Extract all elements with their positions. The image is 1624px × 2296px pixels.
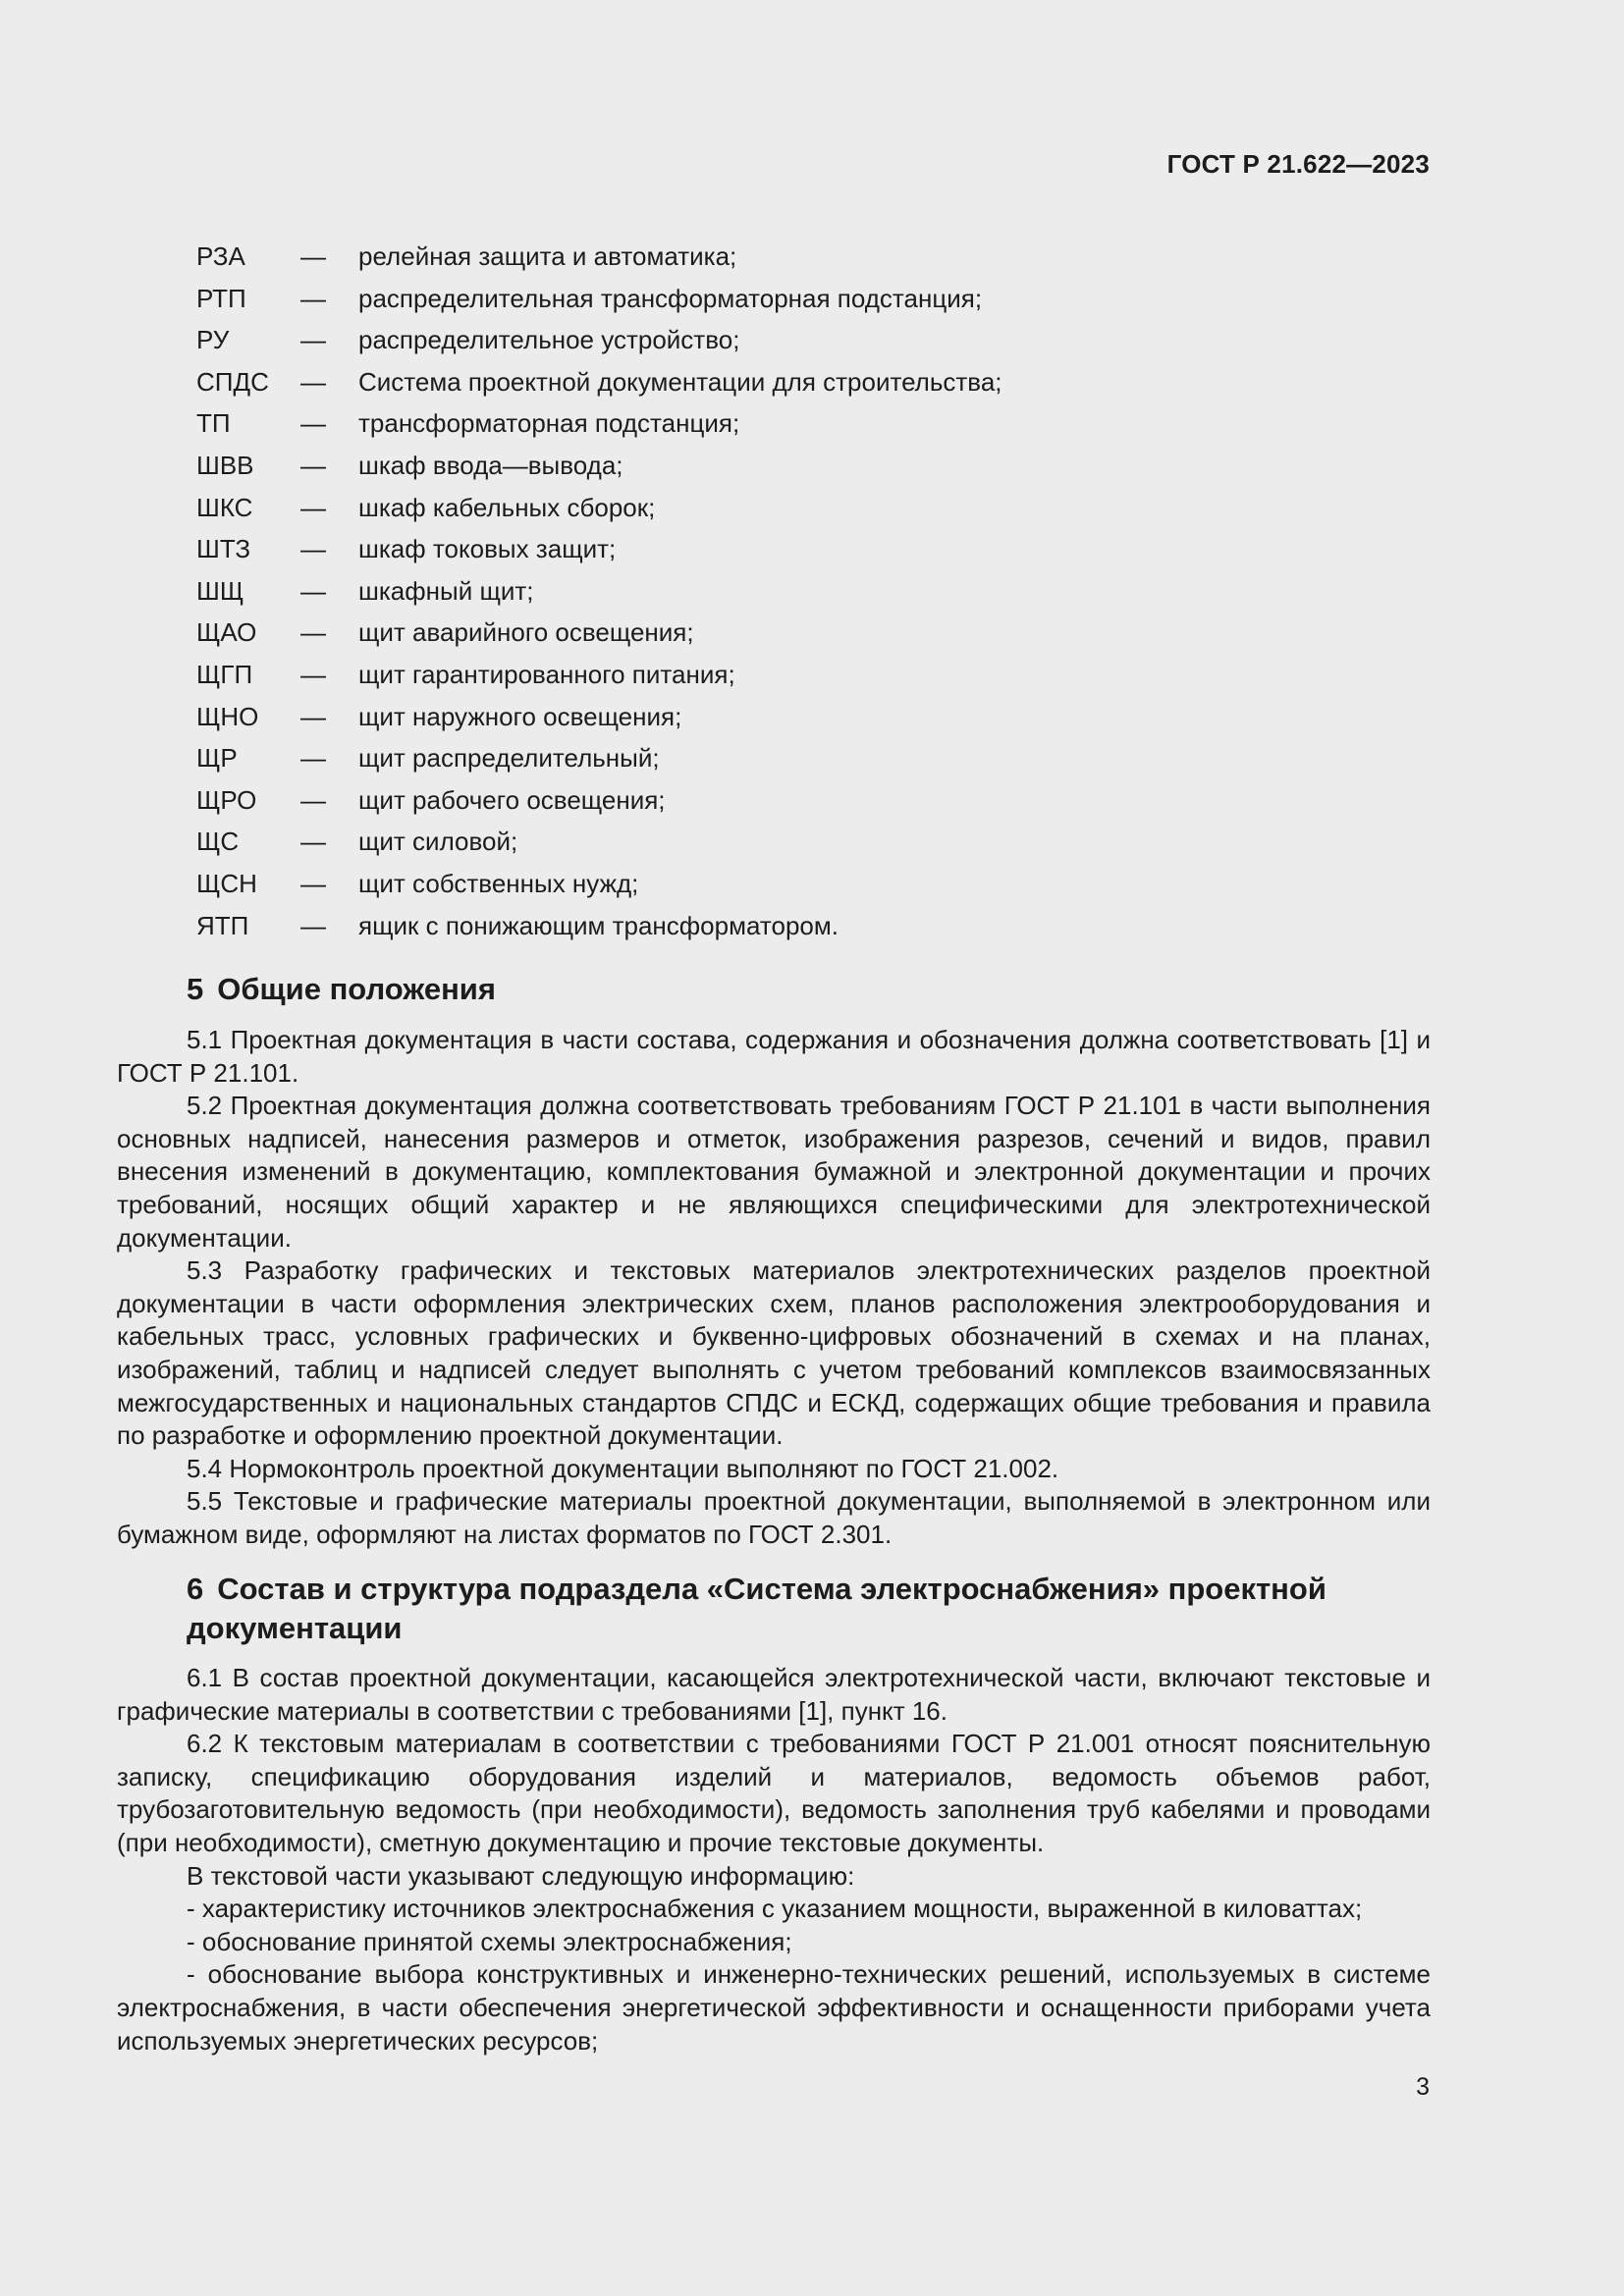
abbreviation-dash: — — [300, 617, 326, 648]
abbreviation-dash: — — [300, 910, 326, 940]
abbreviation-code: ШКС — [196, 492, 253, 522]
abbreviation-definition: щит распределительный; — [358, 743, 660, 774]
abbreviation-definition: распределительное устройство; — [358, 325, 740, 355]
abbreviation-code: РТП — [196, 283, 246, 313]
abbreviation-definition: шкаф ввода—вывода; — [358, 450, 623, 480]
abbreviation-row — [196, 236, 1434, 278]
abbreviation-row — [196, 612, 1434, 654]
document-code-header: ГОСТ Р 21.622—2023 — [1166, 149, 1430, 179]
section-6-heading — [187, 1570, 1424, 1648]
abbreviation-dash: — — [300, 575, 326, 606]
abbreviation-code: ЩГП — [196, 659, 253, 689]
list-item-solutions-rationale: - обоснование выбора конструктивных и инженерно-технических решений, используемых в системе электроснабжения, в части обеспечения энергетической эффективности и оснащенности приборами учета используемых энергетических ресурсов; — [117, 1959, 1431, 2056]
section-5-title: Общие положения — [217, 972, 496, 1006]
abbreviation-code: ЩС — [196, 827, 240, 857]
abbreviation-dash: — — [300, 868, 326, 898]
list-item-power-sources: - характеристику источников электроснабжения с указанием мощности, выраженной в киловаттах; — [187, 1894, 1363, 1924]
abbreviation-row — [196, 863, 1434, 905]
abbreviation-definition: щит силовой; — [358, 827, 518, 857]
abbreviation-row — [196, 905, 1434, 947]
abbreviation-code: ТП — [196, 408, 231, 439]
abbreviation-definition: шкафный щит; — [358, 575, 534, 606]
page-number: 3 — [1416, 2073, 1430, 2101]
abbreviation-definition: релейная защита и автоматика; — [358, 241, 737, 271]
abbreviation-row — [196, 445, 1434, 487]
abbreviation-dash: — — [300, 701, 326, 731]
paragraph-5-5: 5.5 Текстовые и графические материалы проектной документации, выполняемой в электронном или бумажном виде, оформляют на листах форматов по ГОСТ 2.301. — [117, 1486, 1431, 1549]
abbreviation-row — [196, 737, 1434, 779]
abbreviation-dash: — — [300, 366, 326, 397]
abbreviation-code: ЩР — [196, 743, 238, 774]
abbreviation-definition: ящик с понижающим трансформатором. — [358, 910, 839, 940]
abbreviation-definition: распределительная трансформаторная подстанция; — [358, 283, 983, 313]
paragraph-5-3: 5.3 Разработку графических и текстовых материалов электротехнических разделов проектной документации в части оформления электрических схем, планов расположения электрооборудования и кабельных трасс, условных графических и буквенно-цифровых обозначений в схемах и на планах, изображений, таблиц и надписей следует выполнять с учетом требований комплексов взаимосвязанных межгосударственных и национальных стандартов СПДС и ЕСКД, содержащих общие требования и правила по разработке и оформлению проектной документации. — [117, 1255, 1431, 1451]
abbreviation-row — [196, 361, 1434, 403]
abbreviation-definition: шкаф токовых защит; — [358, 534, 617, 564]
abbreviation-code: ЩРО — [196, 784, 257, 815]
abbreviation-row — [196, 487, 1434, 529]
abbreviation-code: ЩАО — [196, 617, 257, 648]
paragraph-6-1: 6.1 В состав проектной документации, касающейся электротехнической части, включают текстовые и графические материалы в соответствии с требованиями [1], пункт 16. — [117, 1663, 1431, 1726]
abbreviation-dash: — — [300, 241, 326, 271]
abbreviation-code: ЯТП — [196, 910, 249, 940]
paragraph-6-intro: В текстовой части указывают следующую информацию: — [187, 1860, 855, 1891]
abbreviation-definition: щит гарантированного питания; — [358, 659, 735, 689]
abbreviation-code: ШВВ — [196, 450, 254, 480]
abbreviation-code: РЗА — [196, 241, 245, 271]
section-5-heading — [187, 970, 1424, 1009]
abbreviation-row — [196, 528, 1434, 570]
abbreviation-definition: Система проектной документации для строительства; — [358, 366, 1002, 397]
abbreviation-code: ЩНО — [196, 701, 259, 731]
abbreviation-row — [196, 319, 1434, 361]
abbreviation-dash: — — [300, 784, 326, 815]
abbreviation-dash: — — [300, 325, 326, 355]
paragraph-5-4: 5.4 Нормоконтроль проектной документации выполняют по ГОСТ 21.002. — [187, 1453, 1059, 1483]
abbreviation-row — [196, 570, 1434, 613]
section-6-title: Состав и структура подраздела «Система электроснабжения» проектной документации — [187, 1572, 1326, 1645]
abbreviation-definition: щит наружного освещения; — [358, 701, 682, 731]
abbreviation-code: РУ — [196, 325, 230, 355]
abbreviation-row — [196, 654, 1434, 696]
abbreviation-definition: щит рабочего освещения; — [358, 784, 666, 815]
abbreviation-definition: шкаф кабельных сборок; — [358, 492, 656, 522]
abbreviation-list — [196, 236, 1434, 946]
list-item-scheme-rationale: - обоснование принятой схемы электроснабжения; — [187, 1926, 792, 1956]
section-6-number: 6 — [187, 1572, 204, 1606]
abbreviation-dash: — — [300, 283, 326, 313]
abbreviation-dash: — — [300, 743, 326, 774]
abbreviation-dash: — — [300, 450, 326, 480]
section-5-body — [117, 1024, 1431, 1552]
abbreviation-row — [196, 779, 1434, 822]
abbreviation-row — [196, 278, 1434, 320]
abbreviation-code: ШТЗ — [196, 534, 251, 564]
abbreviation-row — [196, 821, 1434, 863]
abbreviation-dash: — — [300, 827, 326, 857]
abbreviation-definition: трансформаторная подстанция; — [358, 408, 740, 439]
abbreviation-dash: — — [300, 408, 326, 439]
abbreviation-row — [196, 696, 1434, 738]
abbreviation-definition: щит аварийного освещения; — [358, 617, 694, 648]
section-5-number: 5 — [187, 972, 204, 1006]
abbreviation-definition: щит собственных нужд; — [358, 868, 639, 898]
section-6-body — [117, 1662, 1431, 2057]
paragraph-5-1: 5.1 Проектная документация в части состава, содержания и обозначения должна соответствовать [1] и ГОСТ Р 21.101. — [117, 1025, 1431, 1088]
paragraph-6-2: 6.2 К текстовым материалам в соответствии с требованиями ГОСТ Р 21.001 относят пояснительную записку, спецификацию оборудования изделий и материалов, ведомость объемов работ, трубозаготовительную ведомость (при необходимости), ведомость заполнения труб кабелями и проводами (при необходимости), сметную документацию и прочие текстовые документы. — [117, 1729, 1431, 1857]
abbreviation-code: СПДС — [196, 366, 269, 397]
abbreviation-dash: — — [300, 659, 326, 689]
abbreviation-dash: — — [300, 534, 326, 564]
abbreviation-code: ШЩ — [196, 575, 244, 606]
abbreviation-row — [196, 402, 1434, 445]
abbreviation-dash: — — [300, 492, 326, 522]
abbreviation-code: ЩСН — [196, 868, 257, 898]
paragraph-5-2: 5.2 Проектная документация должна соответствовать требованиям ГОСТ Р 21.101 в части выполнения основных надписей, нанесения размеров и отметок, изображения разрезов, сечений и видов, правил внесения изменений в документацию, комплектования бумажной и электронной документации и прочих требований, носящих общий характер и не являющихся специфическими для электротехнической документации. — [117, 1091, 1431, 1253]
